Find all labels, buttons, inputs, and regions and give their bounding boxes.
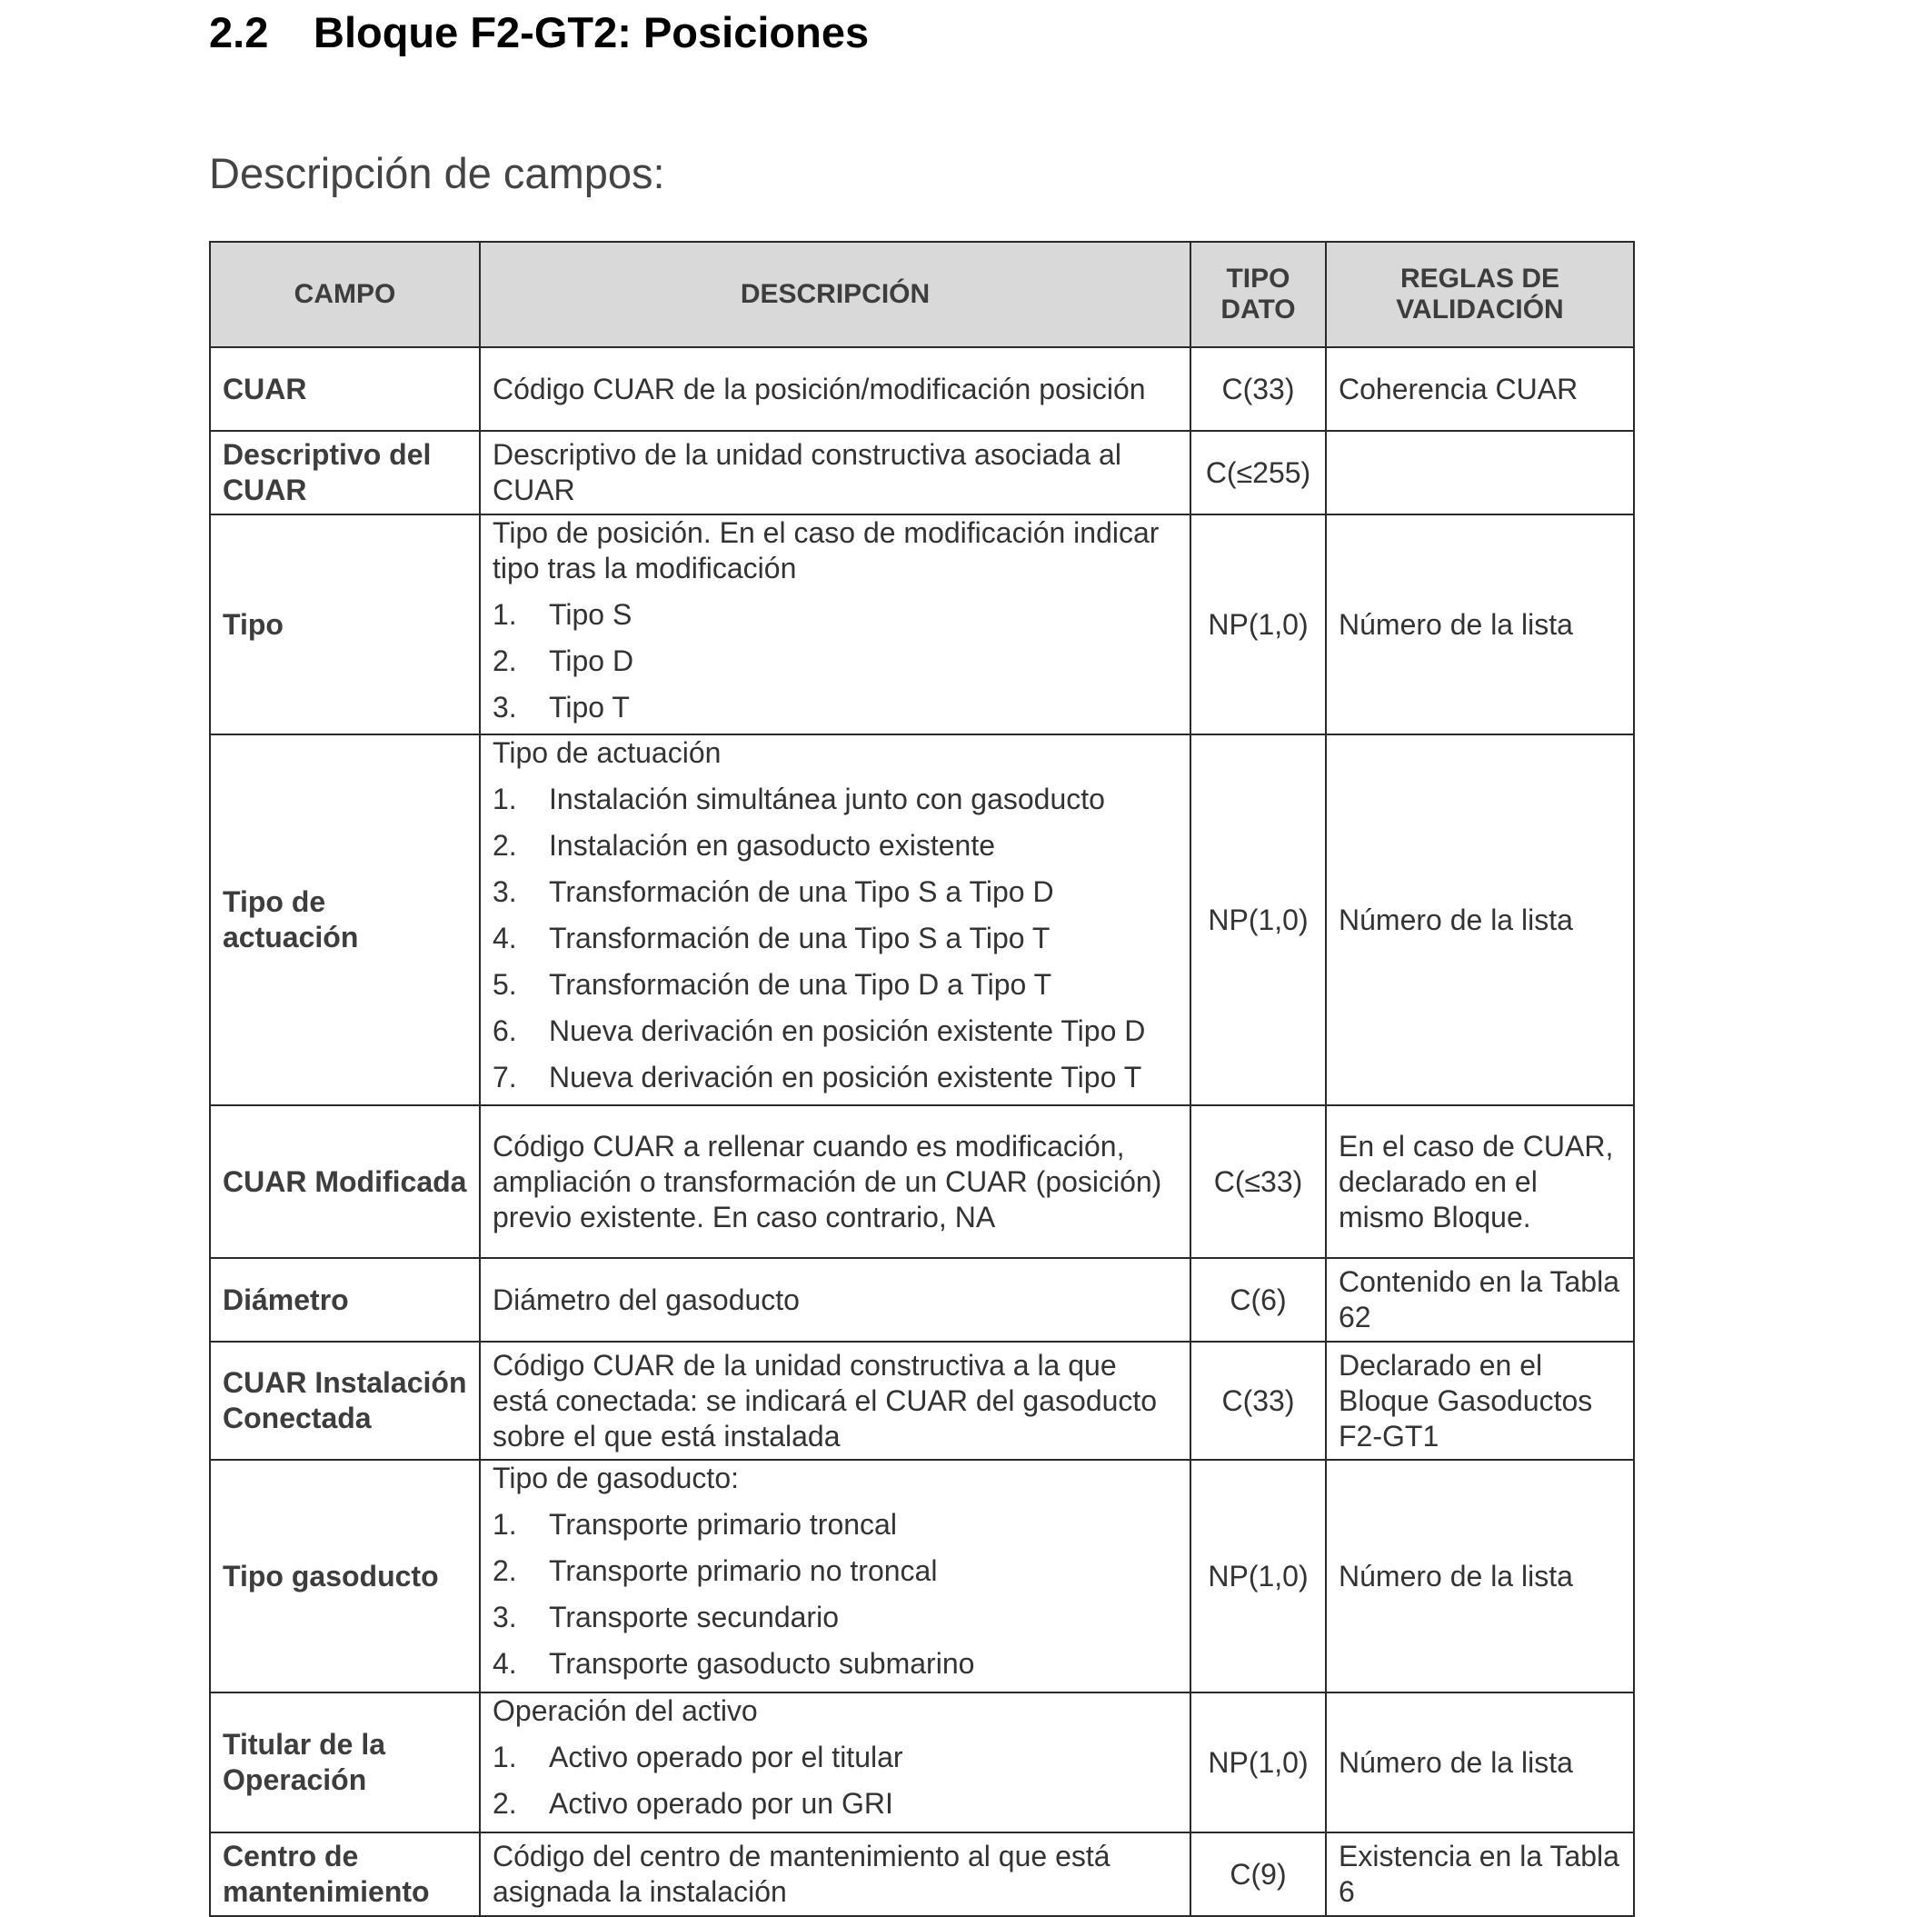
option-text: Nueva derivación en posición existente Tipo T <box>549 1061 1142 1093</box>
option-item <box>493 828 1178 864</box>
option-item <box>493 782 1178 817</box>
option-text: Tipo D <box>549 644 634 677</box>
cell-reglas <box>1326 431 1634 514</box>
cell-tipo-dato: C(9) <box>1190 1832 1326 1916</box>
option-number: 2. <box>493 1554 517 1587</box>
option-number: 3. <box>493 875 517 908</box>
option-list <box>493 597 1178 725</box>
option-number: 4. <box>493 1647 517 1680</box>
option-item <box>493 874 1178 910</box>
cell-tipo-dato: NP(1,0) <box>1190 1460 1326 1692</box>
option-number: 1. <box>493 1741 517 1773</box>
cell-reglas: Existencia en la Tabla 6 <box>1326 1832 1634 1916</box>
cell-reglas: Declarado en el Bloque Gasoductos F2-GT1 <box>1326 1342 1634 1460</box>
fields-subtitle: Descripción de campos: <box>209 149 665 197</box>
option-item <box>493 1553 1178 1589</box>
descripcion-intro: Operación del activo <box>493 1694 758 1727</box>
option-text: Tipo T <box>549 691 630 724</box>
header-tipo-dato: TIPO DATO <box>1190 242 1326 347</box>
cell-campo: Diámetro <box>210 1258 480 1342</box>
table-row <box>210 1832 1634 1916</box>
cell-reglas: Coherencia CUAR <box>1326 347 1634 431</box>
section-title: Bloque F2-GT2: Posiciones <box>314 8 870 56</box>
option-item <box>493 597 1178 633</box>
option-text: Transporte primario troncal <box>549 1508 897 1541</box>
cell-descripcion: Código CUAR a rellenar cuando es modificación, ampliación o transformación de un CUAR (posición) previo existente. En caso contrario, NA <box>480 1105 1190 1258</box>
option-text: Instalación simultánea junto con gasoducto <box>549 783 1105 815</box>
table-row <box>210 1258 1634 1342</box>
option-item <box>493 1013 1178 1049</box>
option-text: Transporte gasoducto submarino <box>549 1647 975 1680</box>
cell-descripcion: Descriptivo de la unidad constructiva asociada al CUAR <box>480 431 1190 514</box>
option-number: 5. <box>493 968 517 1001</box>
descripcion-intro: Tipo de posición. En el caso de modificación indicar tipo tras la modificación <box>493 516 1160 584</box>
option-number: 6. <box>493 1014 517 1047</box>
cell-descripcion: Código CUAR de la unidad constructiva a la que está conectada: se indicará el CUAR del gasoducto sobre el que está instalada <box>480 1342 1190 1460</box>
cell-descripcion: Código del centro de mantenimiento al que está asignada la instalación <box>480 1832 1190 1916</box>
cell-descripcion <box>480 734 1190 1105</box>
cell-reglas: En el caso de CUAR, declarado en el mismo Bloque. <box>1326 1105 1634 1258</box>
table-row <box>210 514 1634 734</box>
cell-campo: Centro de mantenimiento <box>210 1832 480 1916</box>
option-number: 2. <box>493 1787 517 1820</box>
option-text: Transformación de una Tipo S a Tipo D <box>549 875 1054 908</box>
cell-reglas: Número de la lista <box>1326 1692 1634 1832</box>
cell-tipo-dato: C(≤33) <box>1190 1105 1326 1258</box>
section-number: 2.2 <box>209 8 269 56</box>
descripcion-intro: Tipo de gasoducto: <box>493 1462 739 1494</box>
cell-tipo-dato: NP(1,0) <box>1190 734 1326 1105</box>
option-list <box>493 1507 1178 1682</box>
option-item <box>493 1786 1178 1822</box>
cell-reglas: Número de la lista <box>1326 734 1634 1105</box>
option-item <box>493 1600 1178 1635</box>
option-item <box>493 644 1178 679</box>
table-row <box>210 1105 1634 1258</box>
option-text: Transformación de una Tipo D a Tipo T <box>549 968 1052 1001</box>
cell-reglas: Número de la lista <box>1326 514 1634 734</box>
option-number: 4. <box>493 922 517 954</box>
cell-tipo-dato: NP(1,0) <box>1190 514 1326 734</box>
option-text: Tipo S <box>549 598 632 631</box>
option-number: 3. <box>493 691 517 724</box>
option-number: 1. <box>493 598 517 631</box>
cell-campo: Titular de la Operación <box>210 1692 480 1832</box>
cell-campo: CUAR <box>210 347 480 431</box>
option-text: Transporte primario no troncal <box>549 1554 938 1587</box>
header-row <box>210 242 1634 347</box>
cell-campo: Tipo de actuación <box>210 734 480 1105</box>
table-row <box>210 347 1634 431</box>
option-list <box>493 1740 1178 1822</box>
cell-tipo-dato: C(≤255) <box>1190 431 1326 514</box>
cell-descripcion <box>480 1692 1190 1832</box>
option-item <box>493 1740 1178 1775</box>
option-text: Transporte secundario <box>549 1601 839 1633</box>
table-row <box>210 1342 1634 1460</box>
fields-table <box>209 241 1635 1917</box>
option-number: 3. <box>493 1601 517 1633</box>
option-item <box>493 921 1178 956</box>
header-descripcion: DESCRIPCIÓN <box>480 242 1190 347</box>
option-text: Activo operado por el titular <box>549 1741 903 1773</box>
descripcion-intro: Tipo de actuación <box>493 736 722 769</box>
option-number: 2. <box>493 644 517 677</box>
option-item <box>493 1646 1178 1682</box>
cell-campo: Tipo gasoducto <box>210 1460 480 1692</box>
option-number: 1. <box>493 1508 517 1541</box>
option-item <box>493 690 1178 725</box>
cell-descripcion: Código CUAR de la posición/modificación posición <box>480 347 1190 431</box>
option-number: 1. <box>493 783 517 815</box>
table-row <box>210 734 1634 1105</box>
option-number: 7. <box>493 1061 517 1093</box>
table-row <box>210 431 1634 514</box>
header-reglas: REGLAS DE VALIDACIÓN <box>1326 242 1634 347</box>
cell-campo: Descriptivo del CUAR <box>210 431 480 514</box>
option-text: Nueva derivación en posición existente Tipo D <box>549 1014 1146 1047</box>
section-heading <box>209 7 869 57</box>
table-row <box>210 1460 1634 1692</box>
cell-campo: CUAR Modificada <box>210 1105 480 1258</box>
option-item <box>493 967 1178 1003</box>
cell-campo: CUAR Instalación Conectada <box>210 1342 480 1460</box>
cell-tipo-dato: C(33) <box>1190 1342 1326 1460</box>
option-list <box>493 782 1178 1095</box>
header-campo: CAMPO <box>210 242 480 347</box>
option-text: Activo operado por un GRI <box>549 1787 893 1820</box>
cell-tipo-dato: NP(1,0) <box>1190 1692 1326 1832</box>
cell-tipo-dato: C(6) <box>1190 1258 1326 1342</box>
option-number: 2. <box>493 829 517 862</box>
option-text: Instalación en gasoducto existente <box>549 829 995 862</box>
cell-descripcion <box>480 514 1190 734</box>
cell-campo: Tipo <box>210 514 480 734</box>
cell-descripcion: Diámetro del gasoducto <box>480 1258 1190 1342</box>
cell-tipo-dato: C(33) <box>1190 347 1326 431</box>
option-item <box>493 1507 1178 1543</box>
cell-reglas: Contenido en la Tabla 62 <box>1326 1258 1634 1342</box>
option-item <box>493 1060 1178 1095</box>
cell-descripcion <box>480 1460 1190 1692</box>
table-row <box>210 1692 1634 1832</box>
option-text: Transformación de una Tipo S a Tipo T <box>549 922 1051 954</box>
cell-reglas: Número de la lista <box>1326 1460 1634 1692</box>
